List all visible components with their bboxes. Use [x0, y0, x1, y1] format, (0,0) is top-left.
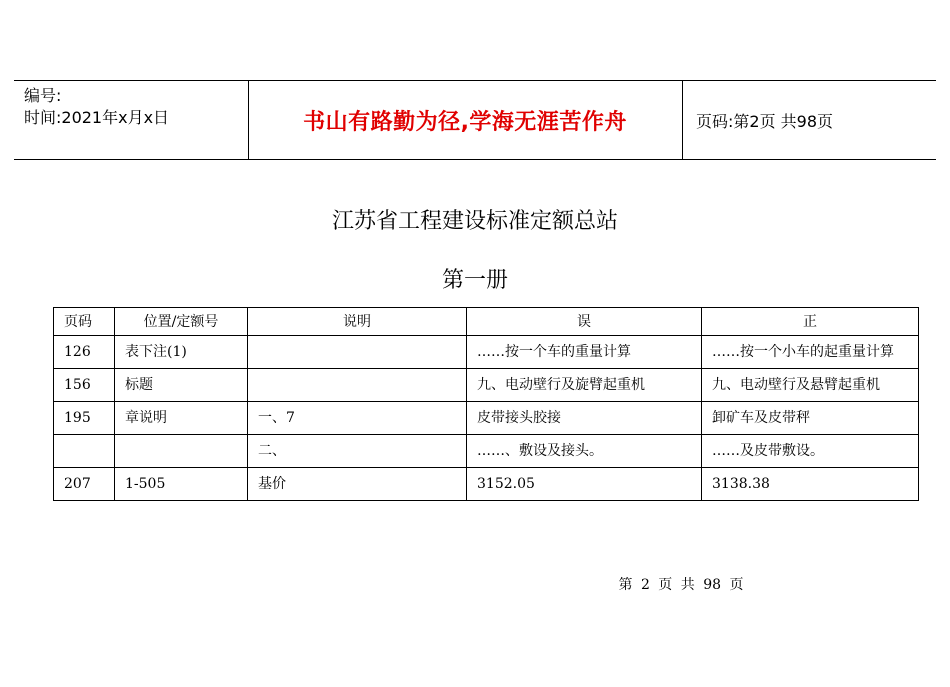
document-header: [14, 80, 936, 160]
cell-correct: ……按一个小车的起重量计算: [702, 336, 919, 369]
table-row: [54, 435, 919, 468]
table-header-row: [54, 308, 919, 336]
cell-correct: ……及皮带敷设。: [702, 435, 919, 468]
document-subtitle: 第一册: [441, 268, 508, 293]
cell-correct: 卸矿车及皮带秤: [702, 402, 919, 435]
cell-page: [54, 435, 115, 468]
cell-wrong: 3152.05: [467, 468, 702, 501]
cell-description: [248, 369, 467, 402]
cell-wrong: ……、敷设及接头。: [467, 435, 702, 468]
cell-page: 156: [54, 369, 115, 402]
table-row: [54, 369, 919, 402]
header-motto: 书山有路勤为径,学海无涯苦作舟: [303, 109, 627, 135]
cell-position: 表下注(1): [115, 336, 248, 369]
cell-correct: 3138.38: [702, 468, 919, 501]
time-label: 时间:2021年x月x日: [24, 108, 170, 127]
cell-position: 章说明: [115, 402, 248, 435]
number-label: 编号:: [24, 86, 62, 105]
table-row: [54, 468, 919, 501]
header-page: 页码: [54, 308, 115, 336]
header-wrong: 误: [467, 308, 702, 336]
table-row: [54, 336, 919, 369]
cell-position: 标题: [115, 369, 248, 402]
cell-description: 一、7: [248, 402, 467, 435]
cell-description: 二、: [248, 435, 467, 468]
header-page-info: 页码:第2页 共98页: [696, 111, 834, 131]
header-correct: 正: [702, 308, 919, 336]
page-footer: 第 2 页 共 98 页: [618, 577, 744, 593]
header-meta: [24, 85, 169, 129]
cell-wrong: ……按一个车的重量计算: [467, 336, 702, 369]
header-divider: [248, 81, 249, 159]
errata-table: [53, 307, 919, 501]
cell-description: 基价: [248, 468, 467, 501]
document-title: 江苏省工程建设标准定额总站: [331, 209, 618, 234]
cell-wrong: 皮带接头胶接: [467, 402, 702, 435]
header-description: 说明: [248, 308, 467, 336]
cell-page: 195: [54, 402, 115, 435]
cell-description: [248, 336, 467, 369]
cell-position: [115, 435, 248, 468]
header-position: 位置/定额号: [115, 308, 248, 336]
header-divider: [682, 81, 683, 159]
cell-page: 126: [54, 336, 115, 369]
cell-position: 1-505: [115, 468, 248, 501]
cell-page: 207: [54, 468, 115, 501]
cell-correct: 九、电动壁行及悬臂起重机: [702, 369, 919, 402]
cell-wrong: 九、电动壁行及旋臂起重机: [467, 369, 702, 402]
table-row: [54, 402, 919, 435]
